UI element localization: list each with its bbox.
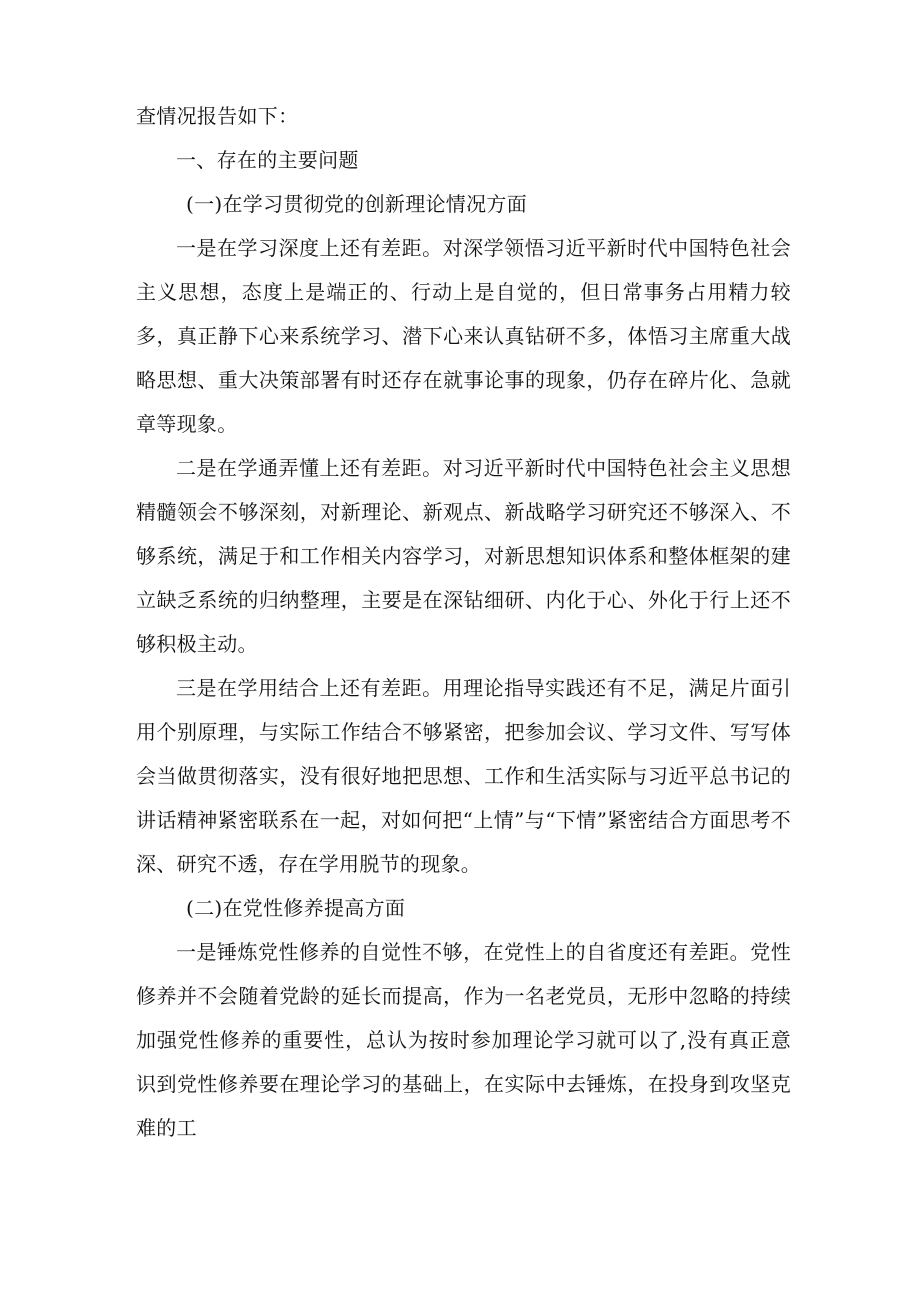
subsection-heading-2: (二)在党性修养提高方面 [186,896,406,920]
paragraph-3: 三是在学用结合上还有差距。用理论指导实践还有不足，满足片面引用个别原理，与实际工作结合不够紧密，把参加会议、学习文件、写写体会当做贯彻落实，没有很好地把思想、工作和生活实际与习近平总书记的讲话精神紧密联系在一起，对如何把“上情”与“下情”紧密结合方面思考不深、研究不透，存在学用脱节的现象。 [136,676,791,876]
paragraph-1: 一是在学习深度上还有差距。对深学领悟习近平新时代中国特色社会主义思想，态度上是端正的、行动上是自觉的，但日常事务占用精力较多，真正静下心来系统学习、潜下心来认真钻研不多，体悟习主席重大战略思想、重大决策部署有时还存在就事论事的现象，仍存在碎片化、急就章等现象。 [136,236,791,436]
document-body [136,94,791,1150]
subsection-heading-1: (一)在学习贯彻党的创新理论情况方面 [186,192,528,216]
paragraph-4: 一是锤炼党性修养的自觉性不够，在党性上的自省度还有差距。党性修养并不会随着党龄的延长而提高，作为一名老党员，无形中忽略的持续加强党性修养的重要性，总认为按时参加理论学习就可以了,没有真正意识到党性修养要在理论学习的基础上，在实际中去锤炼，在投身到攻坚克难的工 [136,940,791,1140]
paragraph-2: 二是在学通弄懂上还有差距。对习近平新时代中国特色社会主义思想精髓领会不够深刻，对新理论、新观点、新战略学习研究还不够深入、不够系统，满足于和工作相关内容学习，对新思想知识体系和整体框架的建立缺乏系统的归纳整理，主要是在深钻细研、内化于心、外化于行上还不够积极主动。 [136,456,791,656]
section-heading: 一、存在的主要问题 [176,148,359,172]
intro-line: 查情况报告如下： [136,104,299,128]
